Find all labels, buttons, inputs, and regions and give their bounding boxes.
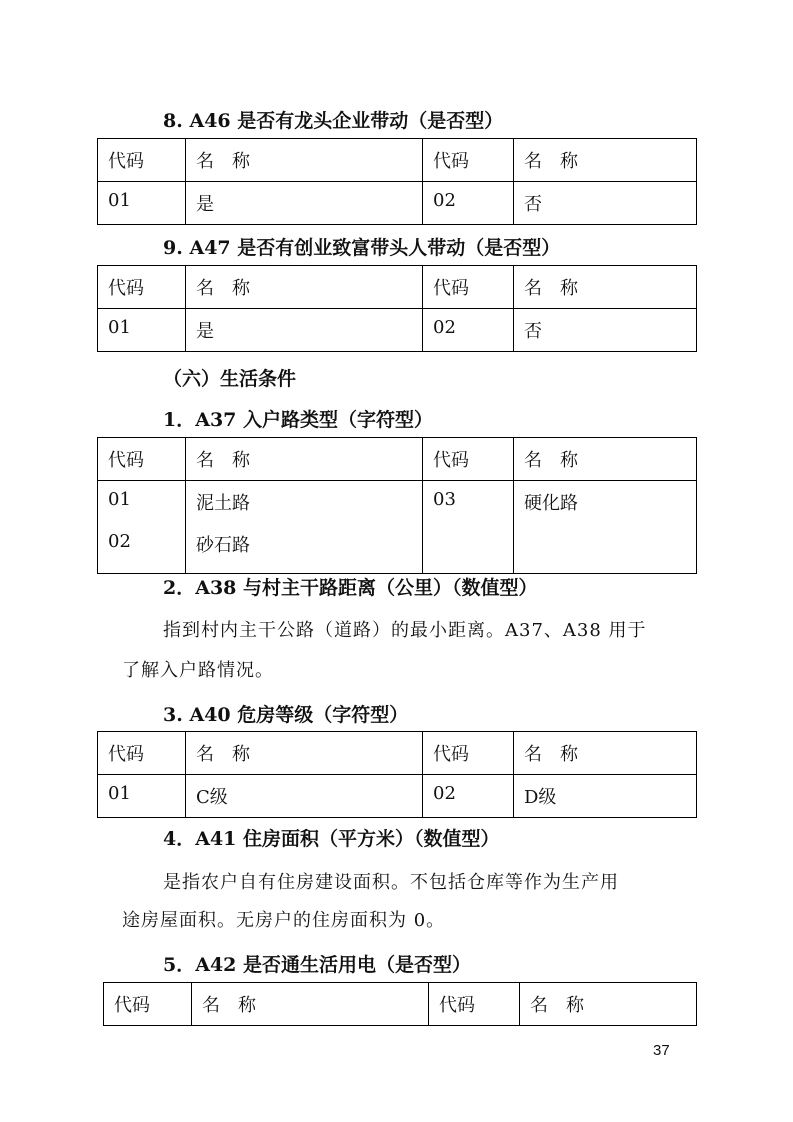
header-code: 代码 (98, 732, 186, 775)
cell: 01 (108, 489, 131, 510)
cell: D级 (514, 775, 697, 818)
cell: 01 (98, 775, 186, 818)
header-code: 代码 (429, 983, 520, 1026)
header-name: 名 称 (186, 438, 423, 481)
header-code: 代码 (98, 139, 186, 182)
header-name: 名 称 (192, 983, 429, 1026)
paragraph-line: 了解入户路情况。 (122, 660, 274, 681)
header-code: 代码 (423, 139, 514, 182)
paragraph-line: 是指农户自有住房建设面积。不包括仓库等作为生产用 (163, 872, 619, 893)
cell: 是 (186, 309, 423, 352)
paragraph-line: 指到村内主干公路（道路）的最小距离。A37、A38 用于 (163, 620, 647, 641)
header-name: 名 称 (514, 266, 697, 309)
cell: 01 (98, 309, 186, 352)
cell: 02 (423, 182, 514, 225)
header-code: 代码 (98, 266, 186, 309)
cell: 硬化路 (524, 493, 578, 514)
cell: 是 (186, 182, 423, 225)
cell: 03 (433, 489, 456, 510)
heading-a47: 9. A47 是否有创业致富带头人带动（是否型） (163, 237, 561, 259)
table-a42 (103, 982, 697, 1026)
cell: 02 (423, 775, 514, 818)
header-name: 名 称 (514, 139, 697, 182)
header-name: 名 称 (514, 732, 697, 775)
cell: 否 (514, 309, 697, 352)
cell: C级 (186, 775, 423, 818)
heading-a40: 3. A40 危房等级（字符型） (163, 704, 409, 726)
cell: 02 (423, 309, 514, 352)
cell: 01 (98, 182, 186, 225)
table-a47 (97, 265, 697, 352)
subsection-heading: （六）生活条件 (163, 368, 297, 390)
header-name: 名 称 (186, 139, 423, 182)
cell: 否 (514, 182, 697, 225)
paragraph-line: 途房屋面积。无房户的住房面积为 0。 (122, 910, 446, 931)
header-code: 代码 (423, 266, 514, 309)
cell: 02 (108, 531, 131, 552)
header-name: 名 称 (520, 983, 697, 1026)
header-code: 代码 (98, 438, 186, 481)
header-name: 名 称 (186, 266, 423, 309)
header-code: 代码 (423, 732, 514, 775)
table-a37 (97, 437, 697, 574)
table-a40 (97, 731, 697, 818)
heading-a46: 8. A46 是否有龙头企业带动（是否型） (163, 110, 504, 132)
page-number: 37 (653, 1042, 670, 1059)
cell: 砂石路 (196, 535, 250, 556)
heading-a38: 2．A38 与村主干路距离（公里）（数值型） (163, 577, 538, 599)
header-code: 代码 (104, 983, 192, 1026)
heading-a37: 1．A37 入户路类型（字符型） (163, 409, 434, 431)
heading-a42: 5．A42 是否通生活用电（是否型） (163, 954, 472, 976)
table-a46 (97, 138, 697, 225)
header-name: 名 称 (186, 732, 423, 775)
cell: 泥土路 (196, 493, 250, 514)
header-code: 代码 (423, 438, 514, 481)
heading-a41: 4．A41 住房面积（平方米）（数值型） (163, 828, 500, 850)
header-name: 名 称 (514, 438, 697, 481)
